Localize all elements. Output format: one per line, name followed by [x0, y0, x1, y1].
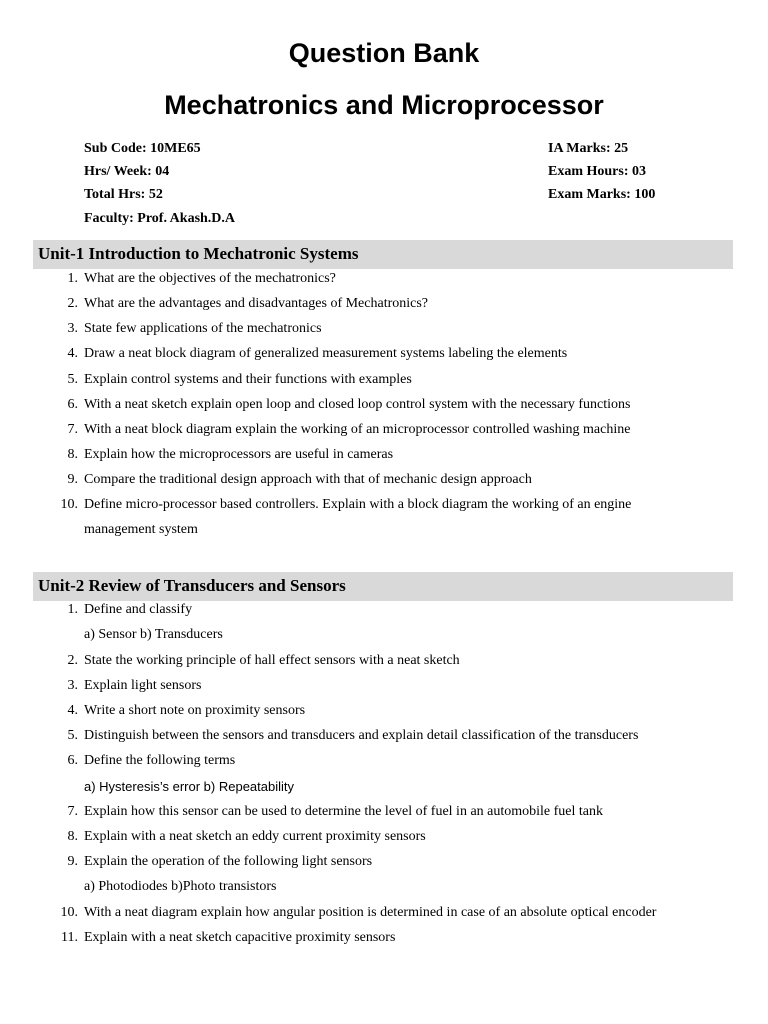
hrs-week: Hrs/ Week: 04 — [84, 164, 170, 179]
question-bank-page: Question Bank Mechatronics and Microprocessor Sub Code: 10ME65 Hrs/ Week: 04 Total Hrs: 52 Faculty: Prof. Akash.D.A IA Marks: 25 Exam Hours: 03 Exam Marks: 100 Unit-1 Introduction to Mechatronic Systems 1. What are the objectives of the mechatronics? 2. What are the advantages and disadvantages of Mechatronics? 3. State few applications of the mechatronics 4. Draw a neat block diagram of generalized measurement systems labeling the elements 5. Explain control systems and their functions with examples 6. With a neat sketch explain open loop and closed loop control system with the necessary functions 7. With a neat block diagram explain the working of an microprocessor controlled washing machine 8. Explain how the microprocessors are useful in cameras 9. Compare the traditional design approach with that of mechanic design approach 10. Define micro-processor based controllers. Explain with a block diagram the working of an engine management system Unit-2 Review of Transducers and Sensors 1. Define and classify a) Sensor b) Transducers 2. State the working principle of hall effect sensors with a neat sketch 3. Explain light sensors 4. Write a short note on proximity sensors 5. Distinguish between the sensors and transducers and explain detail classification of the transducers 6. Define the following terms a) Hysteresis’s error b) Repeatability 7. Explain how this sensor can be used to determine the level of fuel in an automobile fuel tank 8. Explain with a neat sketch an eddy current proximity sensors 9. Explain the operation of the following light sensors a) Photodiodes b)Photo transistors 10. With a neat diagram explain how angular position is determined in case of an absolute optical encoder 11. Explain with a neat sketch capacitive proximity sensors — [0, 0, 768, 1024]
total-hrs: Total Hrs: 52 — [84, 187, 163, 202]
sub-item: a) Photodiodes b)Photo transistors — [84, 879, 277, 894]
document-title: Question Bank — [288, 38, 480, 68]
exam-hours: Exam Hours: 03 — [548, 164, 646, 179]
faculty: Faculty: Prof. Akash.D.A — [84, 211, 236, 226]
list-item-continuation: management system — [84, 522, 198, 537]
unit1-heading-band — [33, 240, 733, 269]
sub-code: Sub Code: 10ME65 — [84, 141, 201, 156]
unit2-heading: Unit-2 Review of Transducers and Sensors — [38, 576, 346, 595]
ia-marks: IA Marks: 25 — [548, 141, 629, 156]
unit2-heading-band — [33, 572, 733, 601]
exam-marks: Exam Marks: 100 — [548, 187, 656, 202]
sub-item: a) Sensor b) Transducers — [84, 627, 223, 642]
subject-title: Mechatronics and Microprocessor — [164, 90, 604, 120]
sub-item: a) Hysteresis’s error b) Repeatability — [84, 779, 294, 794]
unit1-heading: Unit-1 Introduction to Mechatronic Systems — [38, 244, 359, 263]
